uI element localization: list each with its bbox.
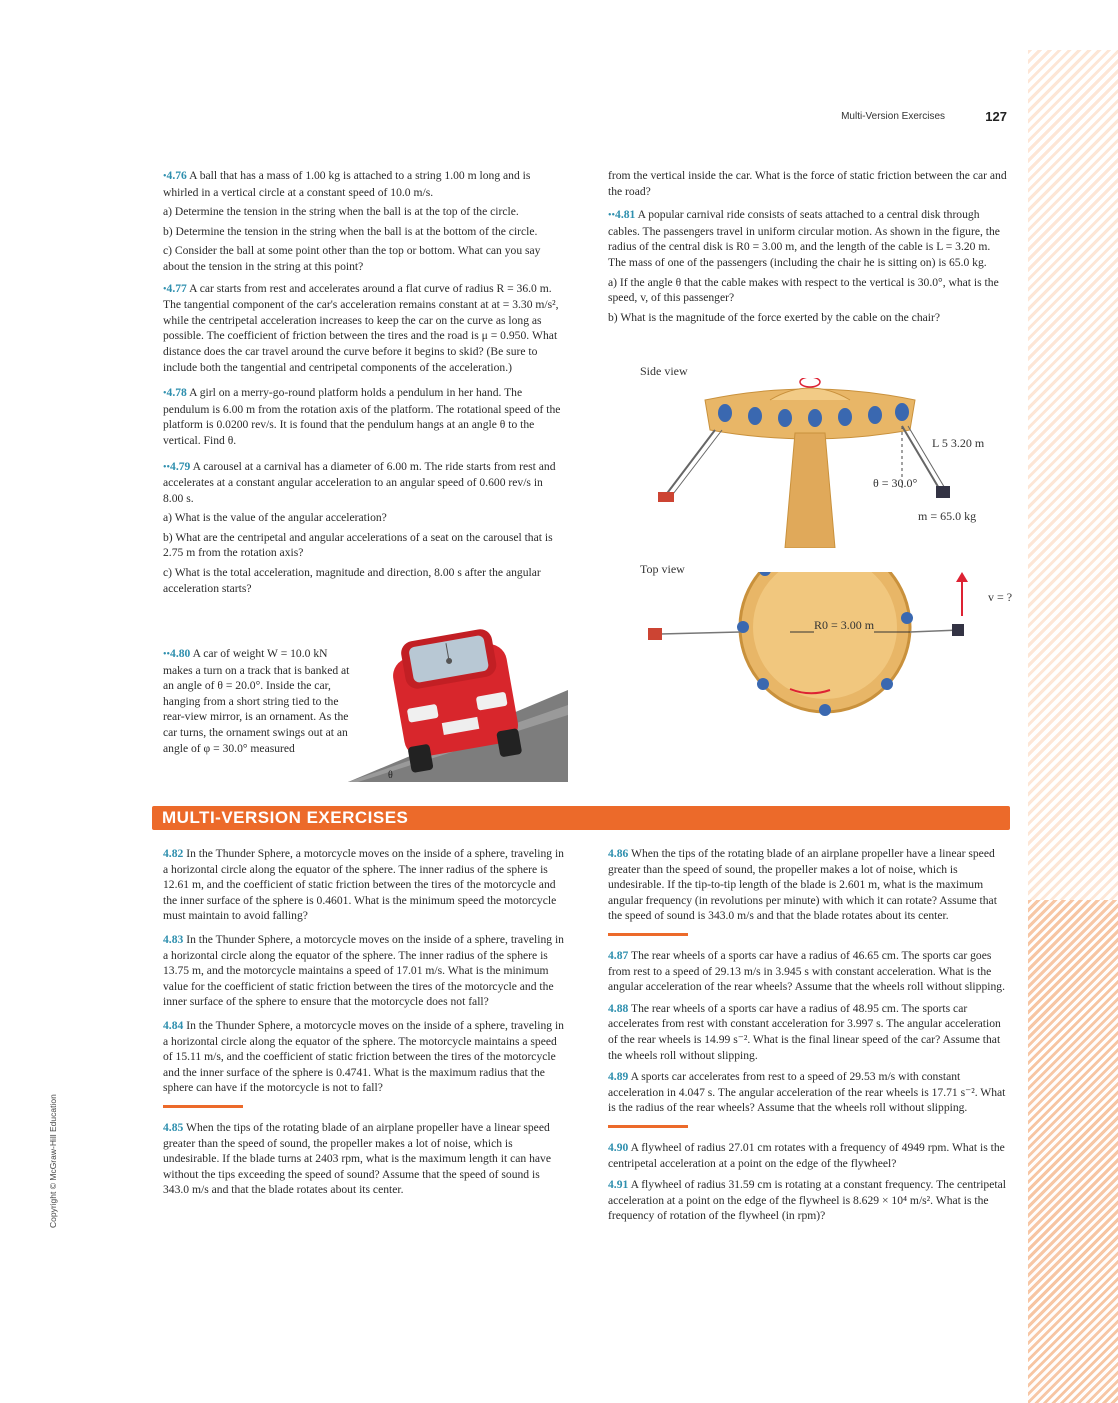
- left-seat: [658, 492, 674, 502]
- part-c: c) Consider the ball at some point other than the top or bottom. What can you say about the tension in the string at this point?: [163, 244, 541, 273]
- problem-4-78: •4.78 A girl on a merry-go-round platform holds a pendulum in her hand. The pendulum is 6.00 m from the rotation axis of the platform. The rotational speed of the platform is 0.0200 rev/s. It is found that the pendulum hangs at an angle θ to the vertical. Find θ.: [163, 386, 561, 447]
- problem-4-83: [163, 932, 565, 1010]
- mass-label: m = 65.0 kg: [918, 509, 977, 523]
- left-column-lower: [163, 846, 565, 1202]
- problem-number: 4.82: [163, 847, 184, 860]
- section-header-bar: [152, 806, 1010, 830]
- problem-number: 4.80: [170, 647, 191, 660]
- problem-4-89: [608, 1069, 1010, 1116]
- problem-text: A flywheel of radius 27.01 cm rotates with a frequency of 4949 rpm. What is the centripetal acceleration at a point on the edge of the flywheel?: [608, 1140, 1005, 1170]
- problem-number: 4.89: [608, 1070, 629, 1084]
- problem-4-79: ••4.79 A carousel at a carnival has a diameter of 6.00 m. The ride starts from rest and accelerates at a constant angular acceleration to an angular speed of 0.600 rev/s in 8.00 s.: [163, 459, 556, 505]
- problem-number: 4.90: [608, 1140, 629, 1154]
- separator-rule: [608, 933, 688, 936]
- cable-length-label: L 5 3.20 m: [932, 436, 985, 450]
- top-view-diagram: [640, 572, 1013, 762]
- part-b: b) What are the centripetal and angular accelerations of a seat on the carousel that is 2.75 m from the rotation axis?: [163, 530, 553, 560]
- banked-car-figure: [348, 620, 568, 782]
- problem-4-84: [163, 1018, 565, 1096]
- problem-4-77: •4.77 A car starts from rest and accelerates around a flat curve of radius R = 36.0 m. The tangential component of the car's acceleration remains constant at at = 3.30 m/s², while the centripetal acceleration increases to keep the car on the curve as long as possible. The coefficient of friction between the tires and the road is μ = 0.950. What distance does the car travel around the curve before it begins to skid? (Be sure to include both the tangential and centripetal components of the acceleration.): [163, 281, 559, 374]
- problem-number: 4.86: [608, 847, 629, 860]
- problem-number: 4.91: [608, 1178, 629, 1192]
- part-b: b) What is the magnitude of the force exerted by the cable on the chair?: [608, 310, 941, 324]
- velocity-arrowhead-icon: [956, 572, 968, 582]
- part-b: b) Determine the tension in the string when the ball is at the bottom of the circle.: [163, 224, 538, 238]
- left-cable: [665, 430, 715, 496]
- problem-4-80: ••4.80 A car of weight W = 10.0 kN makes a turn on a track that is banked at an angle of θ = 20.0°. Inside the car, hanging from a short string tied to the rear-view mirror, is an ornament. As the car turns, the ornament swings out at an angle of φ = 30.0° measured: [163, 647, 350, 755]
- problem-number: 4.79: [170, 459, 191, 473]
- problem-number: 4.76: [166, 169, 187, 182]
- right-column-upper: [608, 168, 1010, 329]
- angle-label: θ = 30.0°: [873, 476, 918, 490]
- problem-text: A car of weight W = 10.0 kN makes a turn on a track that is banked at an angle of θ = 20.0°. Inside the car, hanging from a short string tied to the rear-view mirror, is an ornament. As the car turns, the ornament swings out at an angle of φ = 30.0° measured: [163, 647, 350, 755]
- part-a: a) What is the value of the angular acceleration?: [163, 511, 387, 525]
- problem-number: 4.83: [163, 932, 184, 946]
- problem-4-85: [163, 1120, 565, 1198]
- problem-4-86: [608, 846, 1010, 924]
- problem-number: 4.87: [608, 948, 629, 962]
- problem-text: When the tips of the rotating blade of an airplane propeller have a linear speed greater than the speed of sound, the propeller makes a lot of noise, which is undesirable. If the blade turns at 2403 rpm, what is the maximum length it can have without the tips exceeding the speed of sound? Assume that the speed of sound is 343.0 m/s and that the blade rotates about its center.: [163, 1120, 551, 1197]
- problem-number: 4.84: [163, 1018, 184, 1032]
- problem-4-82: [163, 846, 565, 924]
- section-title: MULTI-VERSION EXERCISES: [162, 808, 409, 827]
- problem-4-80-continued: from the vertical inside the car. What is the force of static friction between the car and the road?: [608, 169, 1007, 198]
- problem-4-88: [608, 1001, 1010, 1063]
- problem-4-91: [608, 1177, 1010, 1224]
- problem-text: A car starts from rest and accelerates around a flat curve of radius R = 36.0 m. The tangential component of the car's acceleration remains constant at at = 3.30 m/s², while the centripetal acceleration increases to keep the car on the curve as long as possible. The coefficient of friction between the tires and the road is μ = 0.950. What distance does the car travel around the curve before it begins to skid? (Be sure to include both the tangential and centripetal components of the acceleration.): [163, 281, 559, 374]
- rotation-arrow-icon: [800, 378, 820, 387]
- problem-text: In the Thunder Sphere, a motorcycle moves on the inside of a sphere, traveling in a horizontal circle along the equator of the sphere. The inner radius of the sphere is 12.61 m, and the coefficient of static friction between the tires of the motorcycle and the inner surface of the sphere is 0.4601. What is the minimum speed the motorcycle must maintain to avoid falling?: [163, 847, 564, 923]
- problem-text: The rear wheels of a sports car have a radius of 48.95 cm. The sports car accelerates from rest with constant acceleration for 3.997 s. The angular acceleration of the rear wheels is 14.99 s⁻². What is the final linear speed of the car? Assume that the wheels roll without slipping.: [608, 1001, 1001, 1062]
- top-view-label: Top view: [640, 562, 685, 576]
- problem-text: A flywheel of radius 31.59 cm is rotating at a constant frequency. The centripetal acceleration at a point on the edge of the flywheel is 8.629 × 10⁴ m/s². What is the frequency of rotation of the flywheel (in rpm)?: [608, 1178, 1006, 1223]
- part-a: a) If the angle θ that the cable makes with respect to the vertical is 30.0°, what is the speed, v, of this passenger?: [608, 275, 999, 305]
- passenger-top: [952, 624, 964, 636]
- separator-rule: [608, 1125, 688, 1128]
- problem-text: In the Thunder Sphere, a motorcycle moves on the inside of a sphere, traveling in a horizontal circle along the equator of the sphere. The inner radius of the sphere is 13.75 m, and the motorcycle maintains a speed of 17.01 m/s. What is the minimum value for the coefficient of static friction between the tires of the motorcycle and the inner surface of the sphere to ensure that the motorcycle does not fall?: [163, 932, 564, 1009]
- problem-4-76: •4.76 A ball that has a mass of 1.00 kg is attached to a string 1.00 m long and is whirled in a vertical circle at a constant speed of 10.0 m/s.: [163, 169, 531, 199]
- left-column-upper: [163, 168, 565, 600]
- problem-4-87: [608, 948, 1010, 995]
- running-header: [800, 109, 1015, 129]
- right-column-lower: [608, 846, 1010, 1228]
- problem-number: 4.88: [608, 1001, 629, 1015]
- problem-4-90: [608, 1140, 1010, 1171]
- left-seat-top: [648, 628, 662, 640]
- speed-label: v = ?: [988, 590, 1013, 604]
- problem-number: 4.85: [163, 1120, 184, 1134]
- theta-label: θ: [388, 770, 393, 781]
- separator-rule: [163, 1105, 243, 1108]
- problem-number: 4.78: [166, 386, 187, 400]
- problem-text: A sports car accelerates from rest to a speed of 29.53 m/s with constant acceleration in 4.047 s. The angular acceleration of the rear wheels is 17.71 s⁻². What is the radius of the rear wheels? Assume that the wheels roll without slipping.: [608, 1070, 1006, 1115]
- part-c: c) What is the total acceleration, magnitude and direction, 8.00 s after the angular acceleration starts?: [163, 566, 541, 595]
- problem-text: In the Thunder Sphere, a motorcycle moves on the inside of a sphere, traveling in a horizontal circle along the equator of the sphere. The motorcycle maintains a speed of 15.11 m/s, and the coefficient of static friction between the tires of the motorcycle and the inner surface of the sphere is 0.4741. What is the maximum radius that the sphere can have if the motorcycle is not to fall?: [163, 1018, 564, 1095]
- side-view-label: Side view: [640, 364, 688, 378]
- problem-number: 4.81: [615, 208, 636, 222]
- problem-text: The rear wheels of a sports car have a radius of 46.65 cm. The sports car goes from rest to a speed of 29.13 m/s in 3.945 s with constant acceleration. What is the angular acceleration of the rear wheels? Assume that the wheels roll without slipping.: [608, 948, 1005, 994]
- problem-text: A carousel at a carnival has a diameter of 6.00 m. The ride starts from rest and accelerates at a constant angular acceleration to an angular speed of 0.600 rev/s in 8.00 s.: [163, 459, 556, 505]
- ride-pole: [785, 433, 835, 548]
- running-title: Multi-Version Exercises: [841, 111, 945, 122]
- problem-text: A ball that has a mass of 1.00 kg is attached to a string 1.00 m long and is whirled in a vertical circle at a constant speed of 10.0 m/s.: [163, 169, 531, 199]
- problem-text: When the tips of the rotating blade of an airplane propeller have a linear speed greater than the speed of sound, the propeller makes a lot of noise, which is undesirable. If the tip-to-tip length of the blade is 2.601 m, what is the maximum angular frequency (in revolutions per minute) with which it can rotate? Assume that the speed of sound is 343.0 m/s and that the blade rotates about its center.: [608, 847, 997, 923]
- problem-text: A popular carnival ride consists of seats attached to a central disk through cables. The passengers travel in uniform circular motion. As shown in the figure, the radius of the central disk is R0 = 3.00 m, and the length of the cable is L = 3.20 m. The mass of one of the passengers (including the chair he is sitting on) is 65.0 kg.: [608, 208, 1000, 269]
- part-a: a) Determine the tension in the string when the ball is at the top of the circle.: [163, 205, 519, 219]
- radius-label: R0 = 3.00 m: [814, 618, 875, 632]
- passenger-seat: [936, 486, 950, 498]
- page-number: 127: [985, 109, 1007, 124]
- problem-text: A girl on a merry-go-round platform holds a pendulum in her hand. The pendulum is 6.00 m from the rotation axis of the platform. The rotational speed of the platform is 0.0200 rev/s. It is found that the pendulum hangs at an angle θ to the vertical. Find θ.: [163, 386, 561, 447]
- page-edge-decoration-lower: [1028, 900, 1118, 1403]
- problem-4-81: ••4.81 A popular carnival ride consists of seats attached to a central disk through cables. The passengers travel in uniform circular motion. As shown in the figure, the radius of the central disk is R0 = 3.00 m, and the length of the cable is L = 3.20 m. The mass of one of the passengers (including the chair he is sitting on) is 65.0 kg.: [608, 208, 1000, 269]
- problem-number: 4.77: [166, 281, 187, 295]
- copyright-notice: Copyright © McGraw-Hill Education: [48, 1094, 58, 1228]
